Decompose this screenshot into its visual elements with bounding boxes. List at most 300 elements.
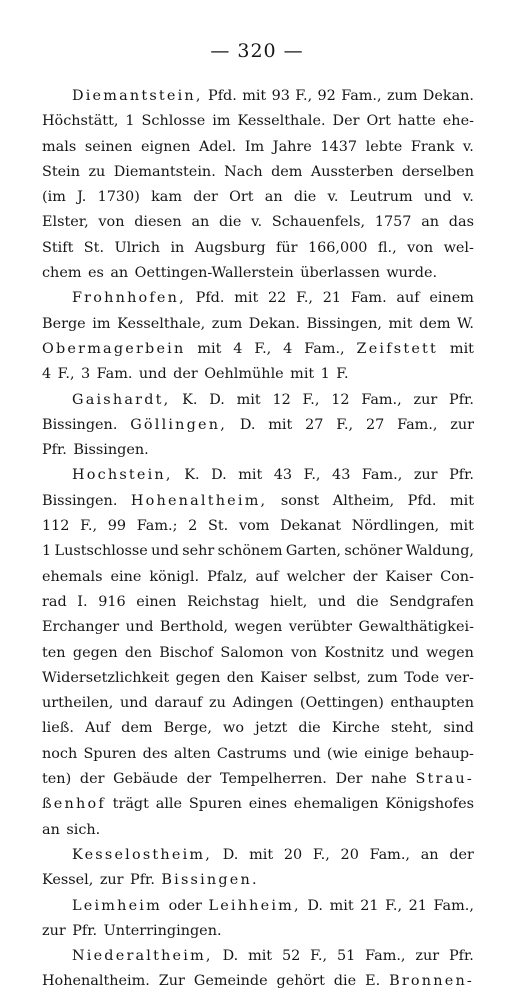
word: kam — [151, 189, 183, 206]
word: Pfd. — [407, 492, 437, 509]
word: von — [98, 214, 125, 231]
word: mit — [449, 518, 474, 535]
word: v. — [462, 138, 474, 155]
place-name: Diemantstein, — [72, 88, 203, 104]
word: eignen — [140, 138, 191, 155]
word: oder — [168, 897, 202, 914]
word: Sendgrafen — [389, 593, 474, 610]
word: Diemantstein. — [113, 163, 216, 180]
word: Berge, — [163, 720, 212, 737]
word: F., — [385, 897, 403, 914]
word: die — [293, 189, 317, 206]
word: Lustschlosse — [54, 543, 148, 560]
word: zur — [450, 416, 474, 433]
word: mit — [236, 391, 261, 408]
word: mit — [238, 467, 263, 484]
word: an — [420, 846, 439, 863]
word: 21 — [408, 897, 427, 914]
word: chem — [42, 265, 82, 282]
text-line — [42, 767, 474, 792]
word: W. — [457, 315, 474, 332]
word: Pfr. — [449, 948, 474, 965]
word: den — [124, 644, 152, 661]
word: mit — [449, 492, 474, 509]
word: zur — [413, 467, 438, 484]
text-line — [42, 969, 474, 994]
word: wo — [223, 720, 244, 737]
word: dem — [121, 720, 153, 737]
word: 1 — [320, 366, 330, 383]
word: 21 — [322, 290, 342, 307]
word: in — [170, 239, 185, 256]
word: und — [151, 543, 179, 560]
word: Dekan. — [422, 88, 474, 104]
place-name: Göllingen, — [130, 416, 228, 433]
word: im — [92, 315, 111, 332]
word: eines — [248, 796, 287, 813]
word: D. — [222, 948, 239, 965]
word: 43 — [332, 467, 351, 484]
word: Fam., — [341, 88, 382, 104]
word: Im — [244, 138, 265, 155]
word: St. — [83, 239, 105, 256]
word: 112 — [42, 518, 70, 535]
word: Kaiser — [385, 568, 433, 585]
word: E. — [365, 973, 381, 990]
word: Fam., — [369, 846, 410, 863]
word: der — [186, 771, 212, 788]
word: den — [226, 669, 254, 686]
word: mit — [197, 340, 222, 357]
word: 43 — [273, 467, 293, 484]
word: 20 — [283, 846, 303, 863]
word: I. — [77, 593, 88, 610]
word: 1757 — [374, 214, 412, 231]
text-line — [42, 843, 474, 868]
word: ten) — [42, 771, 72, 788]
word: Fam., — [304, 340, 345, 357]
word: F., — [80, 518, 98, 535]
word: und — [391, 644, 419, 661]
word: Adel. — [198, 138, 237, 155]
word: einige — [364, 745, 409, 762]
word: D. — [211, 467, 227, 484]
word: schönem — [217, 543, 283, 560]
word: D. — [209, 391, 225, 408]
place-name: ßenhof — [42, 796, 106, 813]
text-line — [42, 565, 474, 590]
word: jetzt — [255, 720, 288, 737]
place-name: Bronnen- — [389, 973, 474, 990]
word: F., — [310, 948, 328, 965]
text-line — [42, 84, 474, 109]
word: mit — [248, 948, 273, 965]
text-line — [42, 742, 474, 767]
paragraph — [42, 286, 474, 387]
word: zur — [99, 872, 124, 889]
word: F., — [296, 290, 313, 307]
paragraph — [42, 894, 474, 945]
word: die — [356, 593, 379, 610]
word: Spuren — [83, 745, 137, 762]
word: Ort — [229, 189, 254, 206]
text-line — [42, 615, 474, 640]
word: hielt, — [269, 593, 308, 610]
word: D. — [239, 416, 256, 433]
word: Auf — [85, 720, 111, 737]
word: alten — [173, 745, 211, 762]
word: Widersetzlichkeit — [42, 669, 170, 686]
word: von — [290, 644, 318, 661]
place-name: Hohenaltheim, — [130, 492, 268, 509]
word: Der — [335, 771, 363, 788]
word: 12 — [331, 391, 350, 408]
word: mit — [268, 416, 293, 433]
word: Bissingen. — [42, 416, 118, 433]
word: 99 — [107, 518, 127, 535]
word: zu — [88, 163, 106, 180]
word: Gemeinde — [193, 973, 268, 990]
word: eine — [110, 568, 142, 585]
word: und — [423, 189, 452, 206]
word: ehemals — [42, 568, 103, 585]
word: Elster, — [42, 214, 89, 231]
word: im — [212, 113, 231, 130]
word: Hohenaltheim. — [42, 973, 150, 990]
word: 22 — [268, 290, 287, 307]
word: Leutrum — [349, 189, 413, 206]
word: ehemaligen — [293, 796, 379, 813]
word: 93 — [271, 88, 290, 104]
word: 21 — [360, 897, 379, 914]
word: D. — [222, 846, 239, 863]
text-line — [42, 362, 474, 387]
word: Spuren — [188, 796, 242, 813]
word: seinen — [84, 138, 133, 155]
text-line — [42, 716, 474, 741]
word: F. — [336, 366, 349, 383]
word: J. — [77, 189, 87, 206]
word: Erchanger — [42, 619, 120, 636]
place-name: Hochstein, — [72, 467, 173, 484]
word: sonst — [280, 492, 320, 509]
word: Ort — [366, 113, 391, 130]
word: Pfd. — [208, 88, 237, 104]
word: Unterringingen. — [103, 922, 222, 939]
word: 51 — [336, 948, 356, 965]
word: Con- — [440, 568, 474, 585]
word: nahe — [371, 771, 407, 788]
word: behaup- — [415, 745, 474, 762]
word: Nach — [224, 163, 263, 180]
word: F., — [295, 88, 313, 104]
place-name: Leimheim — [72, 897, 162, 914]
word: Reichstag — [187, 593, 260, 610]
word: enthaupten — [390, 695, 474, 712]
word: Kostnitz — [324, 644, 384, 661]
word: 1437 — [320, 138, 358, 155]
word: steht, — [391, 720, 433, 737]
word: mit — [290, 366, 315, 383]
word: auf — [255, 568, 279, 585]
place-name: Kesselostheim, — [72, 846, 213, 863]
word: 52 — [281, 948, 301, 965]
word: vom — [238, 518, 270, 535]
word: gehört — [276, 973, 325, 990]
paragraph — [42, 843, 474, 894]
text-line — [42, 135, 474, 160]
word: Kesselthale, — [117, 315, 206, 332]
text-line — [42, 792, 474, 817]
word: mals — [42, 138, 77, 155]
word: ehe- — [442, 113, 474, 130]
word: Fam., — [397, 416, 438, 433]
word: die — [219, 214, 242, 231]
word: 1 — [42, 543, 52, 560]
word: hatte — [397, 113, 436, 130]
word: zur — [415, 948, 440, 965]
word: diesen — [134, 214, 182, 231]
word: 27 — [305, 416, 324, 433]
word: rad — [42, 593, 67, 610]
place-name: Frohnhofen, — [72, 290, 186, 307]
word: v. — [251, 214, 263, 231]
place-name: Gaishardt, — [72, 391, 171, 408]
word: trägt — [112, 796, 149, 813]
text-line — [42, 438, 474, 463]
word: Oehlmühle — [204, 366, 284, 383]
word: Fam., — [361, 391, 402, 408]
word: zum — [367, 669, 398, 686]
word: Fam., — [433, 897, 474, 914]
word: Stift — [42, 239, 74, 256]
word: Pfd. — [195, 290, 225, 307]
word: zur — [42, 922, 66, 939]
word: ver- — [445, 669, 474, 686]
place-name: Niederaltheim, — [72, 948, 213, 965]
paragraph — [42, 388, 474, 464]
word: Jahre — [272, 138, 312, 155]
word: fl., — [377, 239, 397, 256]
text-line — [42, 109, 474, 134]
word: selbst, — [313, 669, 361, 686]
word: schöner — [344, 543, 403, 560]
word: Pfalz, — [207, 568, 248, 585]
word: wegen — [234, 619, 283, 636]
word: Altheim, — [332, 492, 395, 509]
word: Pfr. — [449, 467, 474, 484]
word: es — [87, 265, 104, 282]
word: gegen — [72, 644, 118, 661]
word: der — [449, 846, 474, 863]
word: zu — [209, 695, 226, 712]
word: Fam., — [365, 948, 406, 965]
text-line — [42, 894, 474, 919]
word: sich. — [66, 821, 101, 838]
text-line — [42, 261, 474, 286]
word: 1730) — [97, 189, 140, 206]
word: Frank — [410, 138, 455, 155]
word: ten — [42, 644, 66, 661]
word: von — [407, 239, 434, 256]
word: an — [110, 265, 129, 282]
text-line — [42, 868, 474, 893]
word: 2 — [188, 518, 198, 535]
word: noch — [42, 745, 78, 762]
word: Bissingen, — [306, 315, 382, 332]
word: Kesselthale. — [237, 113, 326, 130]
word: verübter — [288, 619, 353, 636]
word: zum — [386, 88, 418, 104]
word: urtheilen, — [42, 695, 114, 712]
place-name: Obermagerbein — [42, 340, 186, 357]
word: Salomon — [220, 644, 284, 661]
word: und — [292, 745, 321, 762]
word: Castrums — [216, 745, 287, 762]
word: Augsburg — [194, 239, 266, 256]
word: Höchstätt, — [42, 113, 119, 130]
word: Ulrich — [114, 239, 160, 256]
word: Fam. — [96, 366, 133, 383]
word: und — [138, 366, 167, 383]
word: 166,000 — [307, 239, 368, 256]
text-line — [42, 286, 474, 311]
word: an — [421, 214, 440, 231]
word: F., — [57, 366, 75, 383]
text-line — [42, 388, 474, 413]
word: zur — [413, 391, 438, 408]
text-line — [42, 691, 474, 716]
word: zum — [211, 315, 243, 332]
word: mit — [249, 846, 274, 863]
word: dem — [271, 163, 303, 180]
text-line — [42, 160, 474, 185]
word: Berthold, — [159, 619, 228, 636]
place-name: Strau- — [415, 771, 474, 788]
word: Bissingen. — [42, 492, 118, 509]
word: Aussterben — [310, 163, 394, 180]
word: Gebäude — [113, 771, 178, 788]
word: F., — [303, 467, 321, 484]
word: 4 — [42, 366, 52, 383]
word: an — [42, 821, 60, 838]
paragraph — [42, 84, 474, 286]
page-body-text — [42, 84, 474, 995]
word: Nördlingen, — [351, 518, 440, 535]
text-line — [42, 413, 474, 438]
text-line — [42, 463, 474, 488]
word: Berge — [42, 315, 86, 332]
text-line — [42, 236, 474, 261]
word: Dekanat — [280, 518, 342, 535]
word: und — [120, 695, 148, 712]
word: und — [125, 619, 154, 636]
text-line — [42, 210, 474, 235]
word: 20 — [340, 846, 359, 863]
text-line — [42, 818, 474, 843]
word: und — [317, 593, 346, 610]
word: K. — [184, 467, 200, 484]
word: Kessel, — [42, 872, 94, 889]
word: Dekan. — [248, 315, 300, 332]
word: der — [173, 366, 198, 383]
word: Königshofes — [385, 796, 474, 813]
word: 4 — [283, 340, 293, 357]
word: mit — [234, 290, 259, 307]
word: v. — [327, 189, 339, 206]
word: einem — [429, 290, 474, 307]
word: darauf — [154, 695, 203, 712]
word: ließ. — [42, 720, 74, 737]
word: (Oettingen) — [299, 695, 384, 712]
word: Pfr. — [42, 442, 67, 459]
word: wegen — [426, 644, 474, 661]
word: Bischof — [159, 644, 214, 661]
word: auf — [396, 290, 420, 307]
word: sind — [443, 720, 474, 737]
word: Waldung, — [405, 543, 474, 560]
word: für — [276, 239, 298, 256]
word: Gewalthätigkei- — [358, 619, 474, 636]
word: Fam.; — [136, 518, 178, 535]
word: K. — [182, 391, 198, 408]
word: Schlosse — [141, 113, 206, 130]
word: v. — [462, 189, 474, 206]
paragraph — [42, 463, 474, 842]
text-line — [42, 666, 474, 691]
word: 4 — [233, 340, 243, 357]
word: F., — [312, 846, 330, 863]
word: 916 — [98, 593, 126, 610]
word: 92 — [317, 88, 336, 104]
place-name: Leihheim, — [208, 897, 301, 914]
text-line — [42, 590, 474, 615]
word: des — [142, 745, 168, 762]
text-line — [42, 185, 474, 210]
word: der — [193, 189, 218, 206]
text-line — [42, 919, 474, 944]
word: wurde. — [386, 265, 438, 282]
word: Fam., — [361, 467, 403, 484]
word: lebte — [365, 138, 403, 155]
word: Oettingen-Wallerstein — [134, 265, 294, 282]
word: St. — [208, 518, 229, 535]
word: einen — [136, 593, 177, 610]
word: Fam. — [350, 290, 387, 307]
place-name: Zeifstett — [356, 340, 439, 357]
word: sehr — [182, 543, 215, 560]
word: (wie — [326, 745, 358, 762]
word: mit — [388, 315, 413, 332]
text-line — [42, 514, 474, 539]
word: Pfr. — [449, 391, 474, 408]
place-name: Bissingen. — [161, 872, 259, 889]
word: alle — [155, 796, 183, 813]
paragraph — [42, 944, 474, 995]
word: D. — [307, 897, 323, 914]
word: F., — [336, 416, 354, 433]
word: mit — [242, 88, 267, 104]
word: an — [264, 189, 283, 206]
text-line — [42, 489, 474, 514]
page-number: — 320 — — [210, 40, 304, 62]
word: königl. — [149, 568, 200, 585]
word: die — [298, 720, 321, 737]
word: Garten, — [285, 543, 341, 560]
word: gegen — [175, 669, 221, 686]
word: wel- — [443, 239, 474, 256]
word: F., — [302, 391, 320, 408]
